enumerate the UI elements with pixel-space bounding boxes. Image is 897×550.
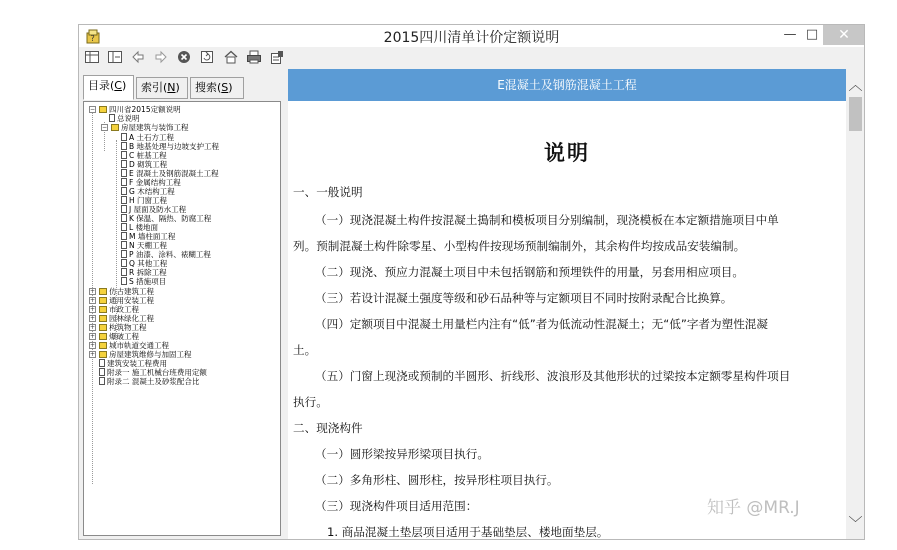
scroll-thumb[interactable] xyxy=(849,97,862,131)
tab-contents[interactable]: 目录(C) xyxy=(83,75,134,100)
close-button[interactable]: ✕ xyxy=(823,25,865,45)
paragraph: 一、一般说明 xyxy=(293,185,363,199)
content-pane xyxy=(288,69,865,540)
tree-collapse-toggle[interactable]: − xyxy=(102,124,108,131)
tree-node-chapter[interactable]: G 木结构工程 xyxy=(121,187,175,196)
paragraph: （二）多角形柱、圆形柱，按异形柱项目执行。 xyxy=(315,473,559,487)
paragraph: （一）圆形梁按异形梁项目执行。 xyxy=(315,447,489,461)
minimize-button[interactable]: — xyxy=(783,27,797,42)
tree-node-folder[interactable]: 园林绿化工程 xyxy=(99,314,154,323)
tree-node-chapter[interactable]: L 楼地面 xyxy=(121,223,158,232)
title-bar xyxy=(79,25,864,47)
page-icon xyxy=(121,133,127,141)
tree-node-folder[interactable]: 构筑物工程 xyxy=(99,323,147,332)
tree-node-chapter[interactable]: J 屋面及防水工程 xyxy=(121,205,186,214)
tree-node-chapter[interactable]: C 桩基工程 xyxy=(121,151,167,160)
page-icon xyxy=(121,232,127,240)
tree-node-folder[interactable]: 仿古建筑工程 xyxy=(99,287,154,296)
paragraph: 1. 商品混凝土垫层项目适用于基础垫层、楼地面垫层。 xyxy=(327,525,609,539)
page-icon xyxy=(121,250,127,258)
forward-arrow-icon[interactable] xyxy=(153,49,169,65)
book-icon xyxy=(111,124,119,131)
paragraph: （一）现浇混凝土构件按混凝土搗制和模板项目分别编制，现浇模板在本定额措施项目中单 xyxy=(315,213,779,227)
tree-node-chapter[interactable]: H 门窗工程 xyxy=(121,196,167,205)
tree-expand-toggle[interactable]: + xyxy=(90,297,96,304)
book-icon xyxy=(99,306,107,313)
page-icon xyxy=(121,241,127,249)
tree-node-doc[interactable]: 附录二 混凝土及砂浆配合比 xyxy=(99,377,199,386)
page-icon xyxy=(121,268,127,276)
contents-tree xyxy=(83,101,281,536)
book-icon xyxy=(99,333,107,340)
home-icon[interactable] xyxy=(223,49,239,65)
page-icon xyxy=(109,114,115,122)
tree-expand-toggle[interactable]: + xyxy=(90,324,96,331)
tree-node-chapter[interactable]: M 墙柱面工程 xyxy=(121,232,175,241)
paragraph: （二）现浇、预应力混凝土项目中未包括钢筋和预埋铁件的用量，另套用相应项目。 xyxy=(315,265,744,279)
tree-node-chapter[interactable]: B 地基处理与边坡支护工程 xyxy=(121,142,219,151)
page-icon xyxy=(121,178,127,186)
tree-node-chapter-selected[interactable]: E 混凝土及钢筋混凝土工程 xyxy=(121,169,219,178)
tree-expand-toggle[interactable]: + xyxy=(90,315,96,322)
page-icon xyxy=(121,151,127,159)
page-icon xyxy=(99,377,105,385)
tree-node-doc[interactable]: 附录一 施工机械台班费用定额 xyxy=(99,368,207,377)
tree-node-folder[interactable]: 市政工程 xyxy=(99,305,139,314)
tree-node-building[interactable]: 房屋建筑与装饰工程 xyxy=(111,123,189,132)
navigation-pane xyxy=(79,69,286,540)
page-icon xyxy=(121,160,127,168)
tree-node-general[interactable]: 总说明 xyxy=(109,114,140,123)
tree-node-chapter[interactable]: N 天棚工程 xyxy=(121,241,167,250)
tree-node-folder[interactable]: 通用安装工程 xyxy=(99,296,154,305)
svg-text:?: ? xyxy=(90,34,95,43)
tree-node-folder[interactable]: 爆破工程 xyxy=(99,332,139,341)
book-icon xyxy=(99,324,107,331)
book-icon xyxy=(99,288,107,295)
paragraph: 列。预制混凝土构件除零星、小型构件按现场预制编制外，其余构件均按成品安装编制。 xyxy=(293,239,746,253)
hide-pane-icon[interactable] xyxy=(84,49,100,65)
tab-search[interactable]: 搜索(S) xyxy=(190,77,244,99)
page-title: 说明 xyxy=(544,141,590,165)
scroll-down-button[interactable]: ﹀ xyxy=(848,516,863,532)
tree-node-chapter[interactable]: K 保温、隔热、防腐工程 xyxy=(121,214,211,223)
tree-expand-toggle[interactable]: + xyxy=(90,288,96,295)
watermark: 知乎 @MR.J xyxy=(707,498,800,518)
tree-node-root[interactable]: 四川省2015定额说明 xyxy=(99,105,181,114)
tree-node-chapter[interactable]: A 土石方工程 xyxy=(121,133,174,142)
topic-body xyxy=(288,101,846,540)
page-icon xyxy=(121,259,127,267)
page-icon xyxy=(121,214,127,222)
paragraph: 土。 xyxy=(293,343,317,357)
back-arrow-icon[interactable] xyxy=(130,49,146,65)
help-window xyxy=(78,24,865,540)
paragraph: 执行。 xyxy=(293,395,328,409)
tree-node-chapter[interactable]: D 砌筑工程 xyxy=(121,160,167,169)
tree-node-doc[interactable]: 建筑安装工程费用 xyxy=(99,359,167,368)
locate-icon[interactable] xyxy=(107,49,123,65)
tree-expand-toggle[interactable]: + xyxy=(90,351,96,358)
paragraph: （五）门窗上现浇或预制的半圆形、折线形、波浪形及其他形状的过梁按本定额零星构件项目 xyxy=(315,369,791,383)
paragraph: （三）若设计混凝土强度等级和砂石品种等与定额项目不同时按附录配合比换算。 xyxy=(315,291,733,305)
print-icon[interactable] xyxy=(246,49,262,65)
page-icon xyxy=(121,277,127,285)
page-icon xyxy=(99,359,105,367)
tree-node-chapter[interactable]: F 金属结构工程 xyxy=(121,178,181,187)
window-title: 2015四川清单计价定额说明 xyxy=(383,30,560,46)
page-icon xyxy=(99,368,105,376)
vertical-scrollbar[interactable] xyxy=(846,69,865,540)
scroll-up-button[interactable]: ︿ xyxy=(848,78,863,94)
stop-icon[interactable] xyxy=(176,49,192,65)
tree-expand-toggle[interactable]: + xyxy=(90,306,96,313)
toolbar xyxy=(79,47,864,67)
book-icon xyxy=(99,342,107,349)
paragraph: （四）定额项目中混凝土用量栏内注有“低”者为低流动性混凝土；无“低”字者为塑性混凝 xyxy=(315,317,768,331)
tree-node-chapter[interactable]: Q 其他工程 xyxy=(121,259,167,268)
maximize-button[interactable]: □ xyxy=(805,27,819,42)
topic-header: E混凝土及钢筋混凝土工程 xyxy=(288,69,846,101)
options-icon[interactable] xyxy=(269,49,285,65)
tree-node-chapter[interactable]: R 拆除工程 xyxy=(121,268,167,277)
tree-node-chapter[interactable]: S 措施项目 xyxy=(121,277,166,286)
page-icon xyxy=(121,223,127,231)
tree-node-chapter[interactable]: P 油漆、涂料、裱糊工程 xyxy=(121,250,211,259)
page-icon xyxy=(121,142,127,150)
book-icon xyxy=(99,297,107,304)
tree-expand-toggle[interactable]: + xyxy=(90,342,96,349)
page-icon xyxy=(121,196,127,204)
book-icon xyxy=(99,351,107,358)
book-icon xyxy=(99,106,107,113)
tree-collapse-toggle[interactable]: − xyxy=(90,106,96,113)
tab-index[interactable]: 索引(N) xyxy=(136,77,188,99)
tree-node-folder[interactable]: 城市轨道交通工程 xyxy=(99,341,169,350)
refresh-icon[interactable] xyxy=(199,49,215,65)
tree-node-folder[interactable]: 房屋建筑维修与加固工程 xyxy=(99,350,192,359)
page-icon xyxy=(121,205,127,213)
book-icon xyxy=(99,315,107,322)
tree-expand-toggle[interactable]: + xyxy=(90,333,96,340)
page-icon xyxy=(121,169,127,177)
paragraph: 二、现浇构件 xyxy=(293,421,363,435)
page-icon xyxy=(121,187,127,195)
paragraph: （三）现浇构件项目适用范围： xyxy=(315,499,478,513)
